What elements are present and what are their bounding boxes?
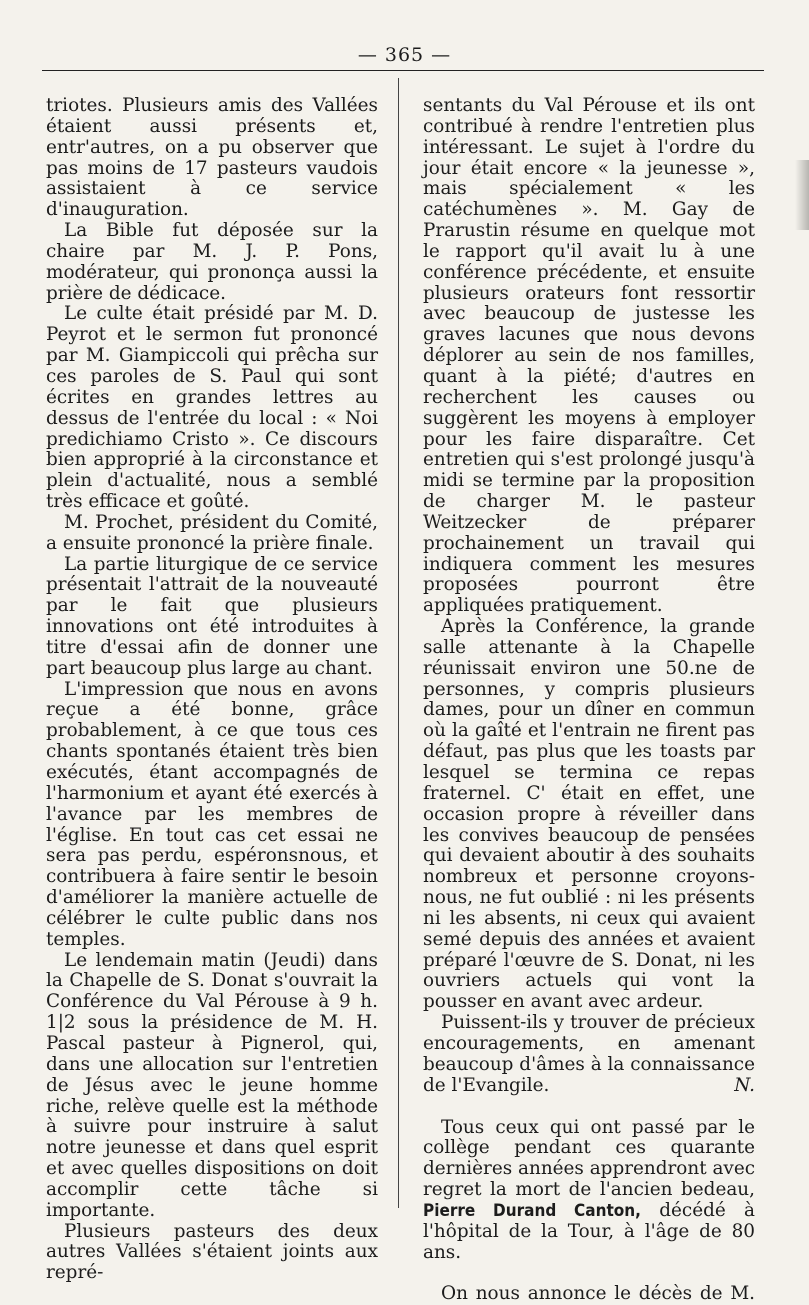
obituary-paragraph — [423, 1118, 755, 1264]
paragraph: L'impression que nous en avons reçue a été bonne, grâce probablement, à ce que tous ces chants spontanés étaient très bien exécutés, étant accompagnés de l'harmonium et ayant été exercés à l'avance par les membres de l'église. En tout cas cet essai ne sera pas perdu, espéronsnous, et contribuera à faire sentir le besoin d'améliorer la manière actuelle de célébrer le culte public dans nos temples. — [46, 678, 378, 950]
paragraph: M. Prochet, président du Comité, a ensuite prononcé la prière finale. — [46, 511, 378, 554]
paragraph — [423, 1013, 755, 1096]
paragraph: La partie liturgique de ce service présentait l'attrait de la nouveauté par le fait que plusieurs innovations ont été introduites à titre d'essai afin de donner une part beaucoup plus large au chant. — [46, 553, 378, 679]
section-gap — [423, 1097, 755, 1118]
left-column — [46, 96, 378, 1284]
paragraph-text: Puissent-ils y trouver de précieux encouragements, en amenant beaucoup d'âmes à la connaissance de l'Evangile. — [423, 1012, 755, 1096]
paragraph: Plusieurs pasteurs des deux autres Vallées s'étaient joints aux repré- — [46, 1220, 378, 1284]
signature: N. — [734, 1074, 755, 1096]
paragraph: La Bible fut déposée sur la chaire par M. J. P. Pons, modérateur, qui prononça aussi la prière de dédicace. — [46, 220, 378, 304]
page-number: — 365 — — [357, 44, 452, 66]
column-divider — [398, 78, 399, 1208]
paragraph: sentants du Val Pérouse et ils ont contribué à rendre l'entretien plus intéressant. Le sujet à l'ordre du jour était encore « la jeunesse », mais spécialement « les catéchumènes ». M. Gay de Prarustin résume en quelque mot le rapport qu'il avait lu à une conférence précédente, et ensuite plusieurs orateurs font ressortir avec beaucoup de justesse les graves lacunes que nous devons déplorer au sein de nos familles, quant à la piété; d'autres en recherchent les causes ou suggèrent les moyens à employer pour les faire disparaître. Cet entretien qui s'est prolongé jusqu'à midi se termine par la proposition de charger M. le pasteur Weitzecker de préparer prochainement un travail qui indiquera comment les mesures proposées pourront être appliquées pratiquement. — [423, 95, 755, 617]
header-rule — [42, 70, 764, 71]
obituary-text: décédé à l'hôpital de la Tour, à l'âge de 80 ans. — [423, 1199, 755, 1263]
obituary-text: Tous ceux qui ont passé par le collège pendant ces quarante dernières années apprendront avec regret la mort de l'ancien bedeau, — [423, 1116, 756, 1201]
page-edge-shadow — [795, 160, 809, 230]
paragraph: Après la Conférence, la grande salle attenante à la Chapelle réunissait environ une 50.ne de personnes, y compris plusieurs dames, pour un dîner en commun où la gaîté et l'entrain ne firent pas défaut, pas plus que les toasts par lesquel se termina ce repas fraternel. C' était en effet, une occasion propre à réveiller dans les convives beaucoup de pensées qui devaient aboutir à des souhaits nombreux et personne croyons-nous, ne fut oublié : ni les présents ni les absents, ni ceux qui avaient semé depuis des années et avaient préparé l'œuvre de S. Donat, ni les ouvriers actuels qui vont la pousser en avant avec ardeur. — [423, 616, 755, 1013]
paragraph: Le culte était présidé par M. D. Peyrot et le sermon fut prononcé par M. Giampiccoli qui prêcha sur ces paroles de S. Paul qui sont écrites en grandes lettres au dessus de l'entrée du local : « Noi predichiamo Cristo ». Ce discours bien approprié à la circonstance et plein d'actualité, nous a semblé très efficace et goûté. — [46, 303, 378, 513]
paragraph: triotes. Plusieurs amis des Vallées étaient aussi présents et, entr'autres, on a pu observer que pas moins de 17 pasteurs vaudois assistaient à ce service d'inauguration. — [46, 95, 378, 221]
paragraph: On nous annonce le décès de M. — [441, 1283, 755, 1305]
right-column — [423, 96, 755, 1305]
paragraph: Le lendemain matin (Jeudi) dans la Chapelle de S. Donat s'ouvrait la Conférence du Val Pérouse à 9 h. 1|2 sous la présidence de M. H. Pascal pasteur à Pignerol, qui, dans une allocation sur l'entretien de Jésus avec le jeune homme riche, relève quelle est la méthode à suivre pour instruire à salut notre jeunesse et dans quel esprit et avec quelles dispositions on doit accomplir cette tâche si importante. — [46, 949, 378, 1221]
section-gap — [423, 1263, 755, 1284]
deceased-name: Pierre Durand Canton, — [423, 1200, 641, 1221]
